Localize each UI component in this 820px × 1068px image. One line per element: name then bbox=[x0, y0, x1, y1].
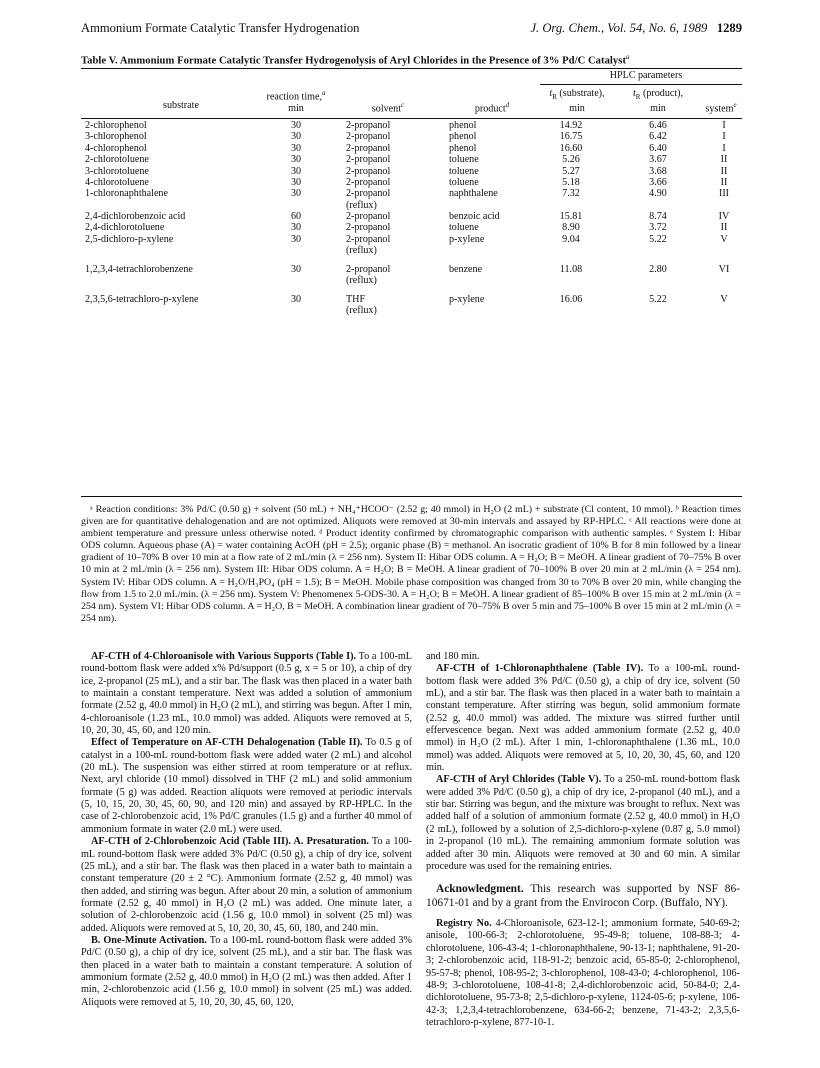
cell-tr-substrate: 16.60 bbox=[559, 142, 583, 154]
running-title: Ammonium Formate Catalytic Transfer Hydrogenation bbox=[81, 21, 360, 35]
cell-time: 30 bbox=[290, 154, 302, 166]
hplc-group-rule bbox=[540, 84, 742, 85]
cell-tr-product: 3.66 bbox=[649, 177, 667, 188]
cell-time: 30 bbox=[290, 142, 302, 154]
cell-tr-product: 3.67 bbox=[649, 154, 667, 166]
cell-tr-substrate: 15.81 bbox=[559, 211, 583, 222]
page-number: 1289 bbox=[716, 21, 742, 35]
cell-time: 30 bbox=[290, 188, 302, 200]
cell-system: V bbox=[720, 294, 728, 305]
table-footnotes: ᵃ Reaction conditions: 3% Pd/C (0.50 g) + solvent (50 mL) + NH₄⁺HCOO⁻ (2.52 g; 40 mmol) in H₂O (2 mL) + substrate (Cl content, 10 mmol). ᵇ Reaction times given are for quantitative dehalogenation and are not optimized. Aliquots were removed at 30-min intervals and assayed by RP-HPLC. ᶜ All reactions were done at ambient temperature and pressure unless otherwise noted. ᵈ Product identity confirmed by chromatographic comparison with authentic samples. ᵉ System I: Hibar ODS column. Aqueous phase (A) = water containing AcOH (pH = 2.5); organic phase (B) = methanol. An isocratic gradient of 10% B for 8 min followed by a linear gradient of 10–70% B over 10 min at a flow rate of 2 mL/min (λ = 256 nm). System II: Hibar ODS column. A = H₂O; B = MeOH. A linear gradient of 70–75% B over 10 min at 2 mL/min (λ = 256 nm). System III: Hibar ODS column. A = H₂O; B = MeOH. A linear gradient of 70–100% B over 20 min at 2 mL/min (λ = 254 nm). System IV: Hibar ODS column. A = H₂O/H₃PO₄ (pH = 1.5); B = MeOH. Mobile phase composition was changed from 30 to 70% B over 20 min, while changing the flow from 1.5 to 2.0 mL/min. (λ = 256 nm). System V: Phenomenex 5-ODS-30. A = H₂O; B = MeOH. A linear gradient of 85–100% B over 15 min at 2 mL/min (λ = 254 nm). System VI: Hibar ODS column. A = H₂O, B = MeOH. A combination linear gradient of 70–75% B over 5 min and 75–100% B over 15 min at 2 mL/min (λ = 254 nm). bbox=[81, 504, 741, 624]
cell-solvent: 2-propanol (reflux) bbox=[346, 233, 391, 257]
cell-tr-product: 6.42 bbox=[649, 131, 667, 143]
cell-solvent: 2-propanol bbox=[346, 211, 391, 222]
journal-citation: J. Org. Chem., Vol. 54, No. 6, 1989 1289 bbox=[530, 21, 742, 35]
cell-system: I bbox=[722, 131, 726, 143]
cell-substrate: 3-chlorophenol bbox=[85, 131, 147, 143]
cell-solvent: 2-propanol bbox=[346, 165, 391, 177]
cell-time: 30 bbox=[290, 222, 302, 234]
cell-product: toluene bbox=[449, 177, 479, 188]
cell-time: 30 bbox=[290, 294, 302, 305]
cell-tr-substrate: 14.92 bbox=[559, 120, 583, 131]
table-bottom-rule bbox=[81, 496, 742, 497]
cell-solvent: 2-propanol bbox=[346, 222, 391, 234]
cell-product: phenol bbox=[449, 131, 477, 143]
table-header bbox=[81, 70, 742, 118]
cell-substrate: 2-chlorotoluene bbox=[85, 154, 149, 166]
cell-time: 30 bbox=[290, 165, 302, 177]
cell-time: 30 bbox=[290, 120, 302, 131]
cell-time: 30 bbox=[290, 131, 302, 143]
cell-tr-substrate: 5.27 bbox=[562, 165, 580, 177]
col-tr-substrate: $t_R$ (substrate), min bbox=[549, 88, 605, 115]
col-solvent: solvent$^c$ bbox=[371, 101, 405, 115]
cell-product: toluene bbox=[449, 222, 479, 234]
acknowledgment: Acknowledgment. This research was supported by NSF 86-10671-01 and by a grant from the Envirocon Corp. (Buffalo, NY). bbox=[426, 883, 740, 909]
cell-system: VI bbox=[718, 264, 730, 275]
procedure-paragraph: AF-CTH of 2-Chlorobenzoic Acid (Table III). A. Presaturation. To a 100-mL round-bottom flask were added 3% Pd/C (0.50 g), a chip of dry ice, solvent (25 mL), and a stir bar. The flask was then placed in a water bath to maintain a constant temperature (20 ± 2 °C). Ammonium formate (2.52 g, 40 mmol) was then added, and stirring was begun. After about 20 min, a solution of ammonium formate (2.52 g, 40 mmol) in H₂O (2 mL) was added. One minute later, a solution of 2-chlorobenzoic acid (1.56 g, 10.0 mmol) in solvent (25 ml) was added. Aliquots were removed at 5, 10, 20, 30, 45, 60, 180, and 240 min. bbox=[81, 836, 412, 934]
cell-system: II bbox=[720, 165, 728, 177]
cell-solvent: 2-propanol bbox=[346, 120, 391, 131]
cell-solvent: 2-propanol (reflux) bbox=[346, 264, 391, 287]
cell-solvent: 2-propanol (reflux) bbox=[346, 188, 391, 211]
cell-product: benzene bbox=[449, 264, 483, 275]
cell-substrate: 3-chlorotoluene bbox=[85, 165, 149, 177]
procedure-paragraph: AF-CTH of 4-Chloroanisole with Various Supports (Table I). To a 100-mL round-bottom flask were added x% Pd/support (0.5 g, x = 5 or 10), a chip of dry ice, 2-propanol (25 mL), and a stir bar. The flask was then placed in a water bath to maintain a constant temperature. Next was added a solution of ammonium formate (2.52 g, 40.0 mmol) in H₂O (2 mL), and stirring was begun. After 1 min, 4-chloroanisole (1.23 mL, 10.0 mmol) was added. Aliquots were removed at 5, 10, 20, 30, 45, 60, and 120 min. bbox=[81, 651, 412, 737]
cell-substrate: 2,4-dichlorobenzoic acid bbox=[85, 211, 186, 222]
cell-tr-product: 6.40 bbox=[649, 142, 667, 154]
cell-tr-product: 2.80 bbox=[649, 264, 667, 275]
cell-solvent: 2-propanol bbox=[346, 142, 391, 154]
cell-solvent: THF (reflux) bbox=[346, 294, 377, 317]
cell-tr-substrate: 9.04 bbox=[562, 233, 580, 245]
cell-product: p-xylene bbox=[449, 233, 485, 245]
cell-tr-product: 3.68 bbox=[649, 165, 667, 177]
cell-tr-product: 5.22 bbox=[649, 233, 667, 245]
cell-system: V bbox=[720, 233, 728, 245]
cell-tr-substrate: 5.18 bbox=[562, 177, 580, 188]
procedure-paragraph: B. One-Minute Activation. To a 100-mL round-bottom flask were added 3% Pd/C (0.50 g), a chip of dry ice, solvent (25 mL), and a stir bar. The flask was then placed in a water bath to maintain a constant temperature. A solution of ammonium formate (2.52 g, 40.0 mmol) in H₂O (2 mL) was then added. After 1 min, 2-chlorobenzoic acid (1.56 g, 10.0 mmol) in solvent (25 mL) was added. Aliquots were removed at 5, 10, 20, 30, 45, 60, 120, bbox=[81, 934, 412, 1008]
col-time: reaction time,$^a$ min bbox=[266, 89, 326, 114]
cell-time: 60 bbox=[290, 211, 302, 222]
cell-product: naphthalene bbox=[449, 188, 498, 200]
cell-product: phenol bbox=[449, 142, 477, 154]
cell-solvent: 2-propanol bbox=[346, 154, 391, 166]
cell-solvent: 2-propanol bbox=[346, 131, 391, 143]
cell-tr-substrate: 7.32 bbox=[562, 188, 580, 200]
table-header-rule bbox=[81, 118, 742, 119]
cell-substrate: 2,3,5,6-tetrachloro-p-xylene bbox=[85, 294, 199, 305]
cell-substrate: 4-chlorophenol bbox=[85, 142, 147, 154]
cell-substrate: 4-chlorotoluene bbox=[85, 177, 149, 188]
cell-tr-substrate: 16.75 bbox=[559, 131, 583, 143]
cell-substrate: 2,4-dichlorotoluene bbox=[85, 222, 165, 234]
cell-substrate: 1-chloronaphthalene bbox=[85, 188, 168, 200]
cell-substrate: 2,5-dichloro-p-xylene bbox=[85, 233, 174, 245]
cell-system: I bbox=[722, 120, 726, 131]
cell-product: phenol bbox=[449, 120, 477, 131]
table-title: Table V. Ammonium Formate Catalytic Transfer Hydrogenolysis of Aryl Chlorides in the Presence of 3% Pd/C Catalyst$^a$ bbox=[81, 53, 630, 67]
running-header bbox=[81, 21, 742, 39]
cell-tr-product: 3.72 bbox=[649, 222, 667, 234]
table-body bbox=[81, 120, 742, 500]
cell-product: toluene bbox=[449, 154, 479, 166]
cell-system: III bbox=[718, 188, 730, 200]
registry-numbers: Registry No. 4-Chloroanisole, 623-12-1; ammonium formate, 540-69-2; anisole, 100-66-3; 2-chlorotoluene, 95-49-8; toluene, 108-88-3; 4-chlorotoluene, 106-43-4; 1-chloronaphthalene, 90-13-1; naphthalene, 91-20-3; 2-chlorobenzoic acid, 118-91-2; benzoic acid, 65-85-0; 2-chlorophenol, 95-57-8; phenol, 108-95-2; 3-chlorophenol, 108-43-0; 4-chlorophenol, 106-48-9; 3-chlorotoluene, 108-41-8; 2,4-dichlorobenzoic acid, 50-84-0; 2,4-dichlorotoluene, 95-73-8; 2,5-dichloro-p-xylene, 1124-05-6; p-xylene, 106-42-3; 1,2,3,4-tetrachlorobenzene, 634-66-2; benzene, 71-43-2; 2,3,5,6-tetrachloro-p-xylene, 877-10-1. bbox=[426, 918, 740, 1029]
cell-tr-product: 4.90 bbox=[649, 188, 667, 200]
hplc-group-header: HPLC parameters bbox=[609, 70, 683, 81]
col-product: product$^d$ bbox=[474, 101, 510, 115]
cell-tr-substrate: 8.90 bbox=[562, 222, 580, 234]
procedure-paragraph: AF-CTH of 1-Chloronaphthalene (Table IV). To a 100-mL round-bottom flask were added 3% Pd/C (0.50 g), a chip of dry ice, solvent (50 mL), and a stir bar. The flask was then placed in a water bath to maintain a constant temperature. After stirring was begun, solid ammonium formate (2.52 g, 40.0 mmol) was added. The mixture was stirred further until effervescence began. Next was added ammonium formate (2.52 g, 40.0 mmol) in H₂O (2 mL). After 1 min, 1-chloronaphthalene (1.36 mL, 10.0 mmol) was added. Aliquots were removed at 5, 10, 20, 30, 45, 60, and 120 min. bbox=[426, 663, 741, 774]
cell-substrate: 2-chlorophenol bbox=[85, 120, 147, 131]
continuation-text: and 180 min. bbox=[426, 651, 480, 662]
cell-time: 30 bbox=[290, 233, 302, 245]
table-top-rule bbox=[81, 68, 742, 69]
left-column bbox=[81, 651, 412, 1009]
cell-system: II bbox=[720, 154, 728, 166]
col-tr-product: $t_R$ (product), min bbox=[632, 88, 684, 115]
procedure-paragraph: Effect of Temperature on AF-CTH Dehalogenation (Table II). To 0.5 g of catalyst in a 100-mL round-bottom flask were added water (2 mL) and alcohol (20 mL). The suspension was either stirred at room temperature or at reflux. Next, aryl chloride (10 mmol) dissolved in THF (2 mL) and solid ammonium formate (5 g) was added. Reaction aliquots were removed at periodic intervals (5, 10, 15, 20, 30, 45, 60, 90, and 120 min) and assayed by RP-HPLC. In the case of 2-chlorobenzoic acid, 1% Pd/C granules (1.5 g) and a further 40 mmol of ammonium formate in water (2.0 mL) were used. bbox=[81, 737, 412, 835]
cell-system: II bbox=[720, 222, 728, 234]
cell-tr-substrate: 11.08 bbox=[559, 264, 583, 275]
cell-time: 30 bbox=[290, 177, 302, 188]
cell-solvent: 2-propanol bbox=[346, 177, 391, 188]
cell-system: II bbox=[720, 177, 728, 188]
cell-system: IV bbox=[718, 211, 730, 222]
cell-time: 30 bbox=[290, 264, 302, 275]
cell-tr-substrate: 5.26 bbox=[562, 154, 580, 166]
procedure-paragraph: AF-CTH of Aryl Chlorides (Table V). To a 250-mL round-bottom flask were added 3% Pd/C (0.50 g), a chip of dry ice, 2-propanol (40 mL), and a stir bar. Stirring was begun, and the mixture was brought to reflux. Next was added half of a solution of ammonium formate (2.52 g, 40.0 mmol) in H₂O (2 mL), followed by a solution of 2,5-dichloro-p-xylene (0.87 g, 5.0 mmol) in 2-propanol (10 mL). The remaining ammonium formate solution was added after 30 min. Aliquots were removed at 30 and 60 min. A similar procedure was used for the remaining entries. bbox=[426, 774, 741, 872]
cell-product: benzoic acid bbox=[449, 211, 500, 222]
cell-substrate: 1,2,3,4-tetrachlorobenzene bbox=[85, 264, 193, 275]
right-column bbox=[426, 651, 740, 1030]
col-substrate: substrate bbox=[163, 100, 199, 111]
cell-tr-product: 8.74 bbox=[649, 211, 667, 222]
cell-tr-substrate: 16.06 bbox=[559, 294, 583, 305]
col-system: system$^e$ bbox=[705, 101, 737, 115]
cell-product: p-xylene bbox=[449, 294, 485, 305]
cell-product: toluene bbox=[449, 165, 479, 177]
cell-tr-product: 5.22 bbox=[649, 294, 667, 305]
cell-tr-product: 6.46 bbox=[649, 120, 667, 131]
cell-system: I bbox=[722, 142, 726, 154]
